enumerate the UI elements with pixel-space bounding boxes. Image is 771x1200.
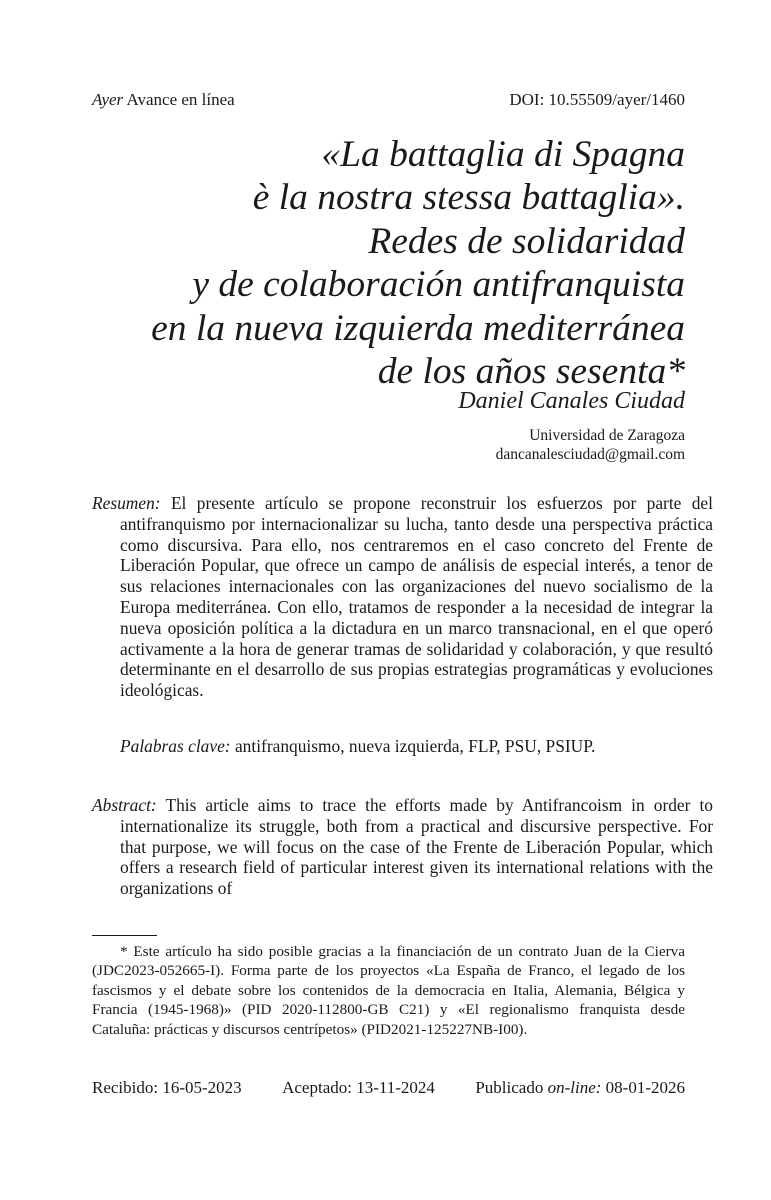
footnote-divider: [92, 935, 157, 936]
accepted-label: Aceptado:: [282, 1078, 352, 1097]
accepted-date: [282, 1078, 435, 1098]
received-label: Recibido:: [92, 1078, 159, 1097]
title-line: y de colaboración antifranquista: [192, 264, 685, 306]
author-affiliation: Universidad de Zaragoza: [529, 427, 685, 444]
keywords-text: antifranquismo, nueva izquierda, FLP, PSU, PSIUP.: [234, 736, 596, 756]
resumen: [92, 493, 713, 701]
article-title: [65, 133, 685, 393]
journal-header: [92, 90, 235, 110]
journal-section: Avance en línea: [126, 90, 235, 109]
published-value: 08-01-2026: [605, 1078, 685, 1097]
author-name: Daniel Canales Ciudad: [458, 388, 685, 414]
title-line: de los años sesenta*: [377, 351, 685, 393]
received-value: 16-05-2023: [162, 1078, 242, 1097]
title-line: «La battaglia di Spagna: [321, 134, 685, 175]
footnote-text: * Este artículo ha sido posible gracias a la financiación de un contrato Juan de la Cierva (JDC2023-052665-I). Forma parte de los proyectos «La España de Franco, el legado de los fascismos y el debate sobre los contenidos de la democracia en Italia, Alemania, Bélgica y Francia (1945-1968)» (PID 2020-112800-GB C21) y «El regionalismo franquista desde Cataluña: prácticas y discursos centrípetos» (PID2021-125227NB-I00).: [92, 943, 685, 1038]
received-date: [92, 1078, 242, 1098]
abstract-text: This article aims to trace the efforts made by Antifrancoism in order to internationalize its struggle, both from a practical and discursive perspective. For that purpose, we will focus on the case of the Frente de Liberación Popular, which offers a research field of particular interest given its international relations with the organizations of: [120, 795, 713, 899]
published-online-label: on-line:: [547, 1078, 602, 1097]
footnote: [92, 942, 685, 1039]
abstract-label: Abstract:: [92, 795, 157, 815]
journal-name: Ayer: [92, 90, 124, 109]
resumen-label: Resumen:: [92, 493, 161, 513]
title-line: è la nostra stessa battaglia».: [252, 177, 685, 219]
title-line: en la nueva izquierda mediterránea: [151, 307, 685, 349]
abstract: [92, 795, 713, 899]
published-label: Publicado: [475, 1078, 544, 1097]
accepted-value: 13-11-2024: [356, 1078, 435, 1097]
doi: DOI: 10.55509/ayer/1460: [509, 90, 685, 109]
published-date: [475, 1078, 685, 1098]
author-info: [496, 427, 685, 464]
author-email: dancanalesciudad@gmail.com: [495, 445, 685, 463]
publication-dates: [92, 1078, 685, 1098]
resumen-text: El presente artículo se propone reconstruir los esfuerzos por parte del antifranquismo por internacionalizar su lucha, tanto desde una perspectiva práctica como discursiva. Para ello, nos centraremos en el caso concreto del Frente de Liberación Popular, que ofrece un campo de análisis de especial interés, a tenor de sus relaciones internacionales con las organizaciones del nuevo socialismo de la Europa mediterránea. Con ello, tratamos de responder a la necesidad de integrar la nueva oposición política a la dictadura en un marco transnacional, en el que operó activamente a la hora de generar tramas de solidaridad y colaboración, y que resultó determinante en el desarrollo de sus propias estrategias programáticas y evoluciones ideológicas.: [120, 493, 713, 701]
title-line: Redes de solidaridad: [368, 220, 685, 262]
keywords-label: Palabras clave:: [120, 736, 231, 756]
keywords: [120, 736, 595, 757]
